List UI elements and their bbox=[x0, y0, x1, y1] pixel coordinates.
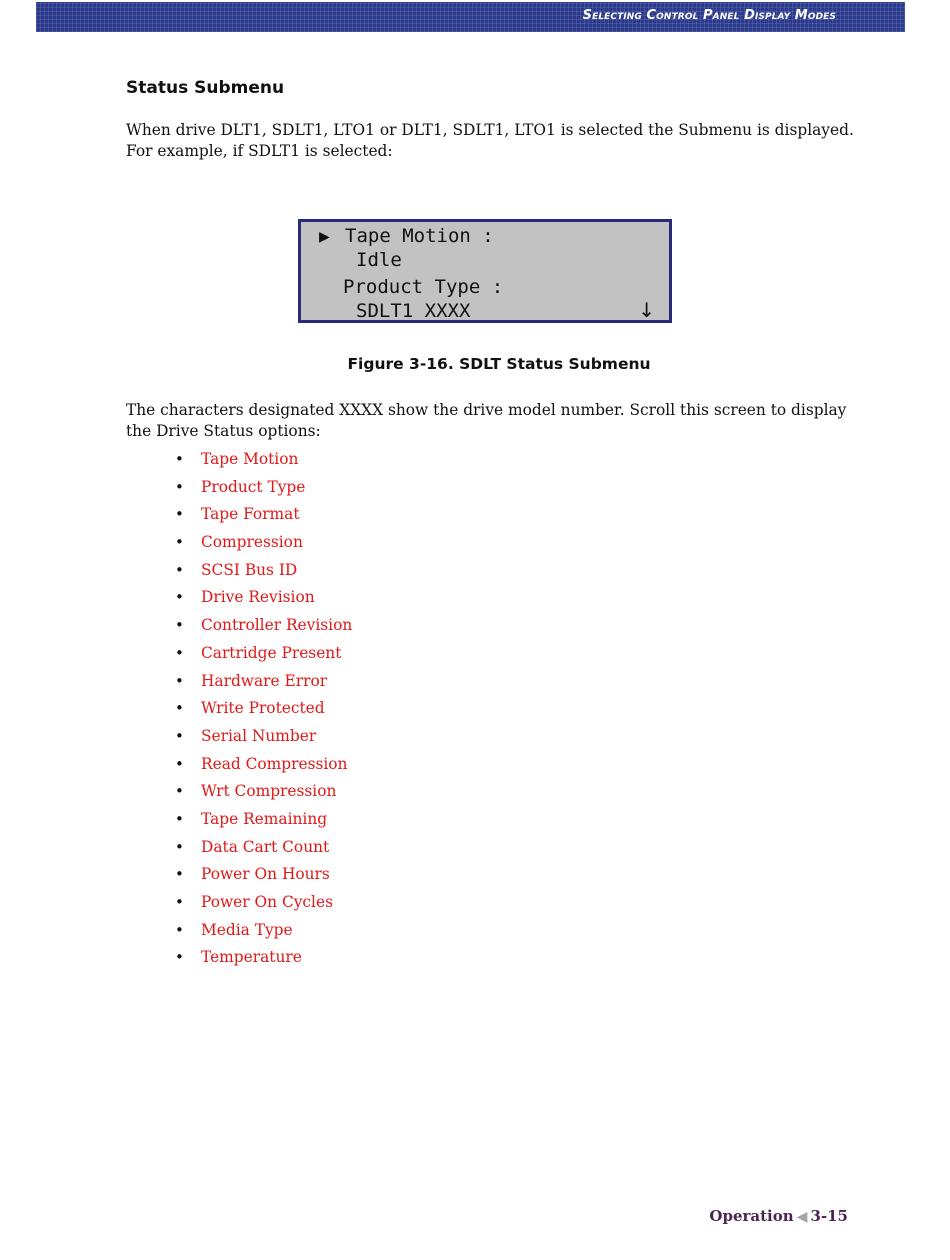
bullet-icon: • bbox=[175, 643, 184, 662]
bullet-icon: • bbox=[175, 699, 184, 718]
bullet-icon: • bbox=[175, 893, 184, 911]
option-drive-revision[interactable] bbox=[175, 584, 352, 612]
lcd-display bbox=[298, 219, 672, 323]
option-write-protected[interactable] bbox=[175, 695, 352, 723]
option-hardware-error[interactable] bbox=[175, 668, 352, 696]
option-power-on-cycles[interactable] bbox=[175, 889, 352, 917]
option-label[interactable]: Write Protected bbox=[201, 699, 325, 718]
option-label[interactable]: Tape Format bbox=[201, 505, 300, 524]
bullet-icon: • bbox=[175, 450, 184, 468]
lcd-line-4: SDLT1 XXXX bbox=[356, 300, 471, 322]
option-serial-number[interactable] bbox=[175, 723, 352, 751]
bullet-icon: • bbox=[175, 671, 184, 690]
header-bar bbox=[36, 2, 905, 32]
option-label[interactable]: Hardware Error bbox=[201, 671, 328, 690]
option-label[interactable]: SCSI Bus ID bbox=[201, 560, 298, 579]
option-power-on-hours[interactable] bbox=[175, 861, 352, 889]
bullet-icon: • bbox=[175, 505, 184, 524]
bullet-icon: • bbox=[175, 533, 184, 552]
option-label[interactable]: Read Compression bbox=[201, 754, 348, 773]
drive-status-options-list bbox=[175, 446, 352, 972]
bullet-icon: • bbox=[175, 865, 184, 884]
figure-caption: Figure 3-16. SDLT Status Submenu bbox=[347, 355, 651, 373]
option-label[interactable]: Controller Revision bbox=[201, 616, 353, 635]
bullet-icon: • bbox=[175, 477, 184, 496]
option-label[interactable]: Tape Motion bbox=[201, 450, 299, 468]
option-label[interactable]: Product Type bbox=[201, 477, 306, 496]
option-tape-remaining[interactable] bbox=[175, 806, 352, 834]
option-tape-motion[interactable] bbox=[175, 446, 352, 474]
page-number: 3-15 bbox=[810, 1207, 848, 1225]
option-compression[interactable] bbox=[175, 529, 352, 557]
page-footer bbox=[709, 1207, 848, 1225]
section-heading: Status Submenu bbox=[126, 78, 285, 98]
option-read-compression[interactable] bbox=[175, 751, 352, 779]
option-media-type[interactable] bbox=[175, 917, 352, 945]
option-wrt-compression[interactable] bbox=[175, 778, 352, 806]
option-temperature[interactable] bbox=[175, 944, 352, 972]
bullet-icon: • bbox=[175, 920, 184, 939]
pointer-icon: ▶ bbox=[319, 226, 330, 247]
option-label[interactable]: Wrt Compression bbox=[201, 782, 337, 801]
option-tape-format[interactable] bbox=[175, 501, 352, 529]
bullet-icon: • bbox=[175, 782, 184, 801]
option-label[interactable]: Data Cart Count bbox=[201, 837, 330, 856]
option-controller-revision[interactable] bbox=[175, 612, 352, 640]
footer-section: Operation bbox=[709, 1207, 794, 1225]
bullet-icon: • bbox=[175, 837, 184, 856]
bullet-icon: • bbox=[175, 588, 184, 607]
option-label[interactable]: Power On Hours bbox=[201, 865, 330, 884]
down-arrow-icon: ↓ bbox=[638, 298, 655, 322]
option-cartridge-present[interactable] bbox=[175, 640, 352, 668]
option-label[interactable]: Compression bbox=[201, 533, 303, 552]
bullet-icon: • bbox=[175, 809, 184, 828]
header-title: Selecting Control Panel Display Modes bbox=[582, 8, 836, 23]
option-label[interactable]: Tape Remaining bbox=[201, 809, 328, 828]
bullet-icon: • bbox=[175, 754, 184, 773]
description-paragraph: The characters designated XXXX show the drive model number. Scroll this screen to display the Drive Status options: bbox=[126, 401, 847, 440]
option-label[interactable]: Cartridge Present bbox=[201, 643, 342, 662]
option-scsi-bus-id[interactable] bbox=[175, 557, 352, 585]
option-label[interactable]: Drive Revision bbox=[201, 588, 315, 607]
option-label[interactable]: Serial Number bbox=[201, 726, 317, 745]
option-label[interactable]: Media Type bbox=[201, 920, 293, 939]
lcd-line-2: Idle bbox=[356, 249, 402, 271]
bullet-icon: • bbox=[175, 726, 184, 745]
lcd-line-3: Product Type : bbox=[343, 276, 504, 298]
bullet-icon: • bbox=[175, 616, 184, 635]
lcd-line-1: Tape Motion : bbox=[345, 225, 494, 247]
bullet-icon: • bbox=[175, 560, 184, 579]
intro-paragraph: When drive DLT1, SDLT1, LTO1 or DLT1, SDLT1, LTO1 is selected the Submenu is displayed. For example, if SDLT1 is selected: bbox=[126, 121, 854, 160]
option-label[interactable]: Temperature bbox=[201, 948, 302, 967]
option-product-type[interactable] bbox=[175, 474, 352, 502]
triangle-left-icon: ◀ bbox=[796, 1209, 808, 1225]
option-label[interactable]: Power On Cycles bbox=[201, 893, 333, 911]
option-data-cart-count[interactable] bbox=[175, 834, 352, 862]
bullet-icon: • bbox=[175, 948, 184, 967]
